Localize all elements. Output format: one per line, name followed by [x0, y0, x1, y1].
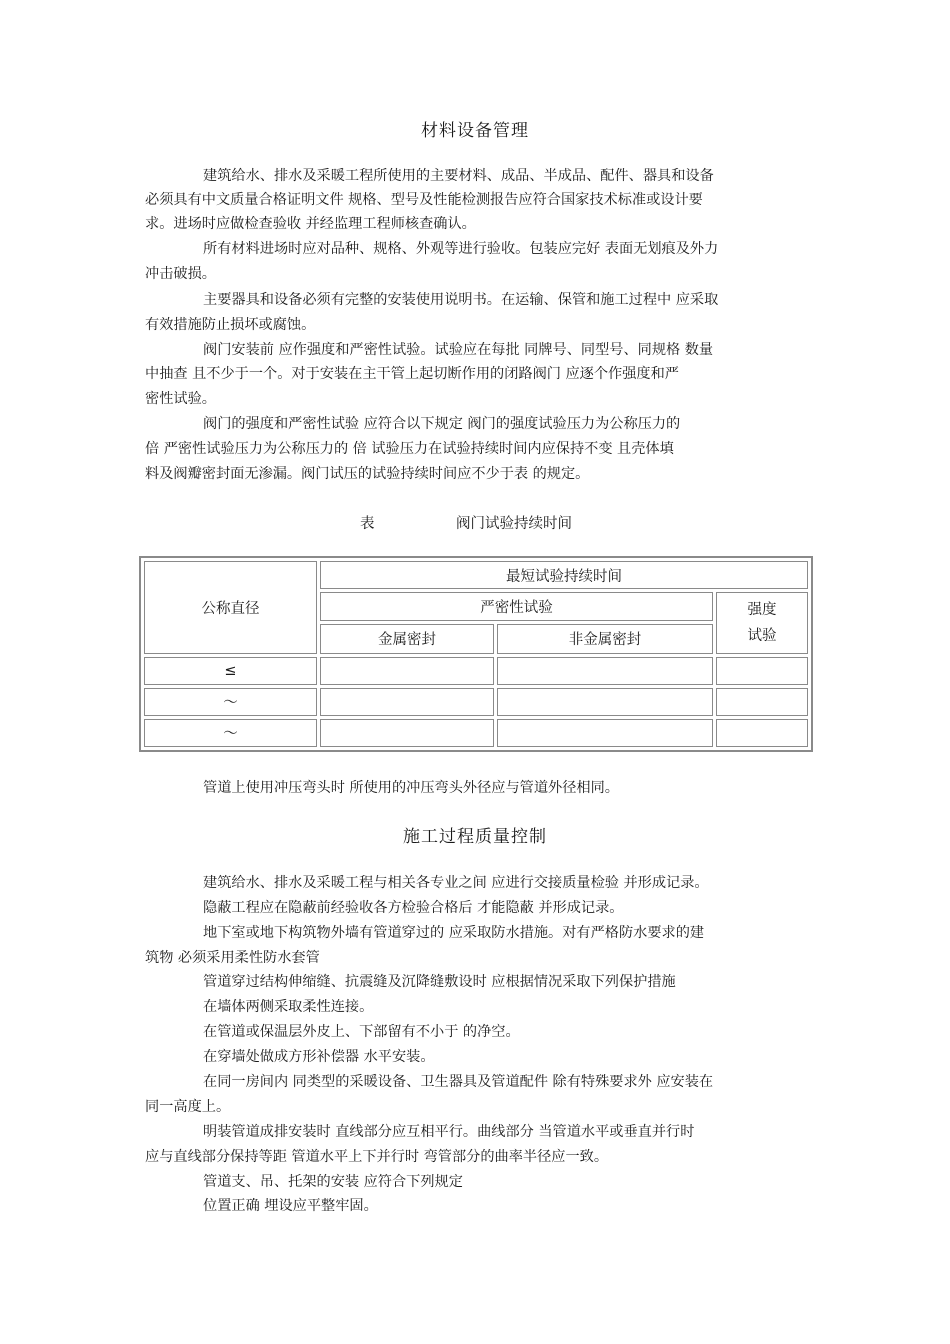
- header-strength-line-1: 强度: [747, 601, 777, 618]
- cell-nominal-diameter: ～: [144, 688, 317, 716]
- valve-test-duration-table: [139, 556, 813, 752]
- paragraph-line: 地下室或地下构筑物外墙有管道穿过的 应采取防水措施。对有严格防水要求的建: [203, 925, 705, 941]
- header-nominal-diameter: 公称直径: [144, 561, 317, 654]
- paragraph-line: 明装管道成排安装时 直线部分应互相平行。曲线部分 当管道水平或垂直并行时: [203, 1124, 695, 1140]
- header-tightness-test: 严密性试验: [320, 592, 713, 621]
- paragraph-line: 密性试验。: [145, 391, 216, 407]
- paragraph-line: 管道上使用冲压弯头时 所使用的冲压弯头外径应与管道外径相同。: [203, 780, 619, 796]
- cell-nominal-diameter: ～: [144, 719, 317, 747]
- header-metal-seal: 金属密封: [320, 624, 494, 653]
- paragraph-line: 所有材料进场时应对品种、规格、外观等进行验收。包装应完好 表面无划痕及外力: [203, 241, 719, 257]
- cell-nonmetal-seal: [497, 657, 713, 685]
- paragraph-line: 有效措施防止损坏或腐蚀。: [145, 317, 316, 333]
- paragraph-line: 在墙体两侧采取柔性连接。: [203, 999, 374, 1015]
- header-min-duration: 最短试验持续时间: [320, 561, 808, 589]
- cell-metal-seal: [320, 719, 494, 747]
- cell-nonmetal-seal: [497, 719, 713, 747]
- paragraph-line: 必须具有中文质量合格证明文件 规格、型号及性能检测报告应符合国家技术标准或设计要: [145, 192, 703, 208]
- paragraph-line: 隐蔽工程应在隐蔽前经验收各方检验合格后 才能隐蔽 并形成记录。: [203, 900, 624, 916]
- paragraph-line: 管道穿过结构伸缩缝、抗震缝及沉降缝敷设时 应根据情况采取下列保护措施: [203, 974, 676, 990]
- paragraph-line: 筑物 必须采用柔性防水套管: [145, 950, 320, 966]
- header-strength-test: [716, 592, 808, 653]
- cell-metal-seal: [320, 688, 494, 716]
- cell-strength: [716, 719, 808, 747]
- paragraph-line: 中抽查 且不少于一个。对于安装在主干管上起切断作用的闭路阀门 应逐个作强度和严: [145, 366, 679, 382]
- table-row: [144, 657, 808, 685]
- paragraph-line: 倍 严密性试验压力为公称压力的 倍 试验压力在试验持续时间内应保持不变 且壳体填: [145, 441, 674, 457]
- table-row: [144, 688, 808, 716]
- cell-strength: [716, 688, 808, 716]
- header-strength-line-2: 试验: [747, 627, 777, 644]
- paragraph-line: 求。进场时应做检查验收 并经监理工程师核查确认。: [145, 216, 476, 232]
- cell-nominal-diameter: ≤: [144, 657, 317, 685]
- paragraph-line: 位置正确 埋设应平整牢固。: [203, 1198, 378, 1214]
- paragraph-line: 建筑给水、排水及采暖工程所使用的主要材料、成品、半成品、配件、器具和设备: [203, 168, 714, 184]
- header-nonmetal-seal: 非金属密封: [497, 624, 713, 653]
- cell-nonmetal-seal: [497, 688, 713, 716]
- paragraph-line: 料及阀瓣密封面无渗漏。阀门试压的试验持续时间应不少于表 的规定。: [145, 466, 590, 482]
- paragraph-line: 在穿墙处做成方形补偿器 水平安装。: [203, 1049, 435, 1065]
- section-title-quality-control: 施工过程质量控制: [403, 827, 547, 847]
- paragraph-line: 在管道或保温层外皮上、下部留有不小于 的净空。: [203, 1024, 520, 1040]
- table-caption-label: 表: [360, 516, 375, 532]
- paragraph-line: 冲击破损。: [145, 266, 216, 282]
- paragraph-line: 阀门安装前 应作强度和严密性试验。试验应在每批 同牌号、同型号、同规格 数量: [203, 342, 714, 358]
- paragraph-line: 主要器具和设备必须有完整的安装使用说明书。在运输、保管和施工过程中 应采取: [203, 292, 719, 308]
- paragraph-line: 在同一房间内 同类型的采暖设备、卫生器具及管道配件 除有特殊要求外 应安装在: [203, 1074, 714, 1090]
- paragraph-line: 管道支、吊、托架的安装 应符合下列规定: [203, 1174, 463, 1190]
- table-caption-title: 阀门试验持续时间: [456, 516, 572, 532]
- paragraph-line: 应与直线部分保持等距 管道水平上下并行时 弯管部分的曲率半径应一致。: [145, 1149, 609, 1165]
- paragraph-line: 同一高度上。: [145, 1099, 231, 1115]
- section-title-materials: 材料设备管理: [421, 121, 529, 141]
- paragraph-line: 建筑给水、排水及采暖工程与相关各专业之间 应进行交接质量检验 并形成记录。: [203, 875, 709, 891]
- paragraph-line: 阀门的强度和严密性试验 应符合以下规定 阀门的强度试验压力为公称压力的: [203, 416, 681, 432]
- cell-strength: [716, 657, 808, 685]
- cell-metal-seal: [320, 657, 494, 685]
- table-row: [144, 719, 808, 747]
